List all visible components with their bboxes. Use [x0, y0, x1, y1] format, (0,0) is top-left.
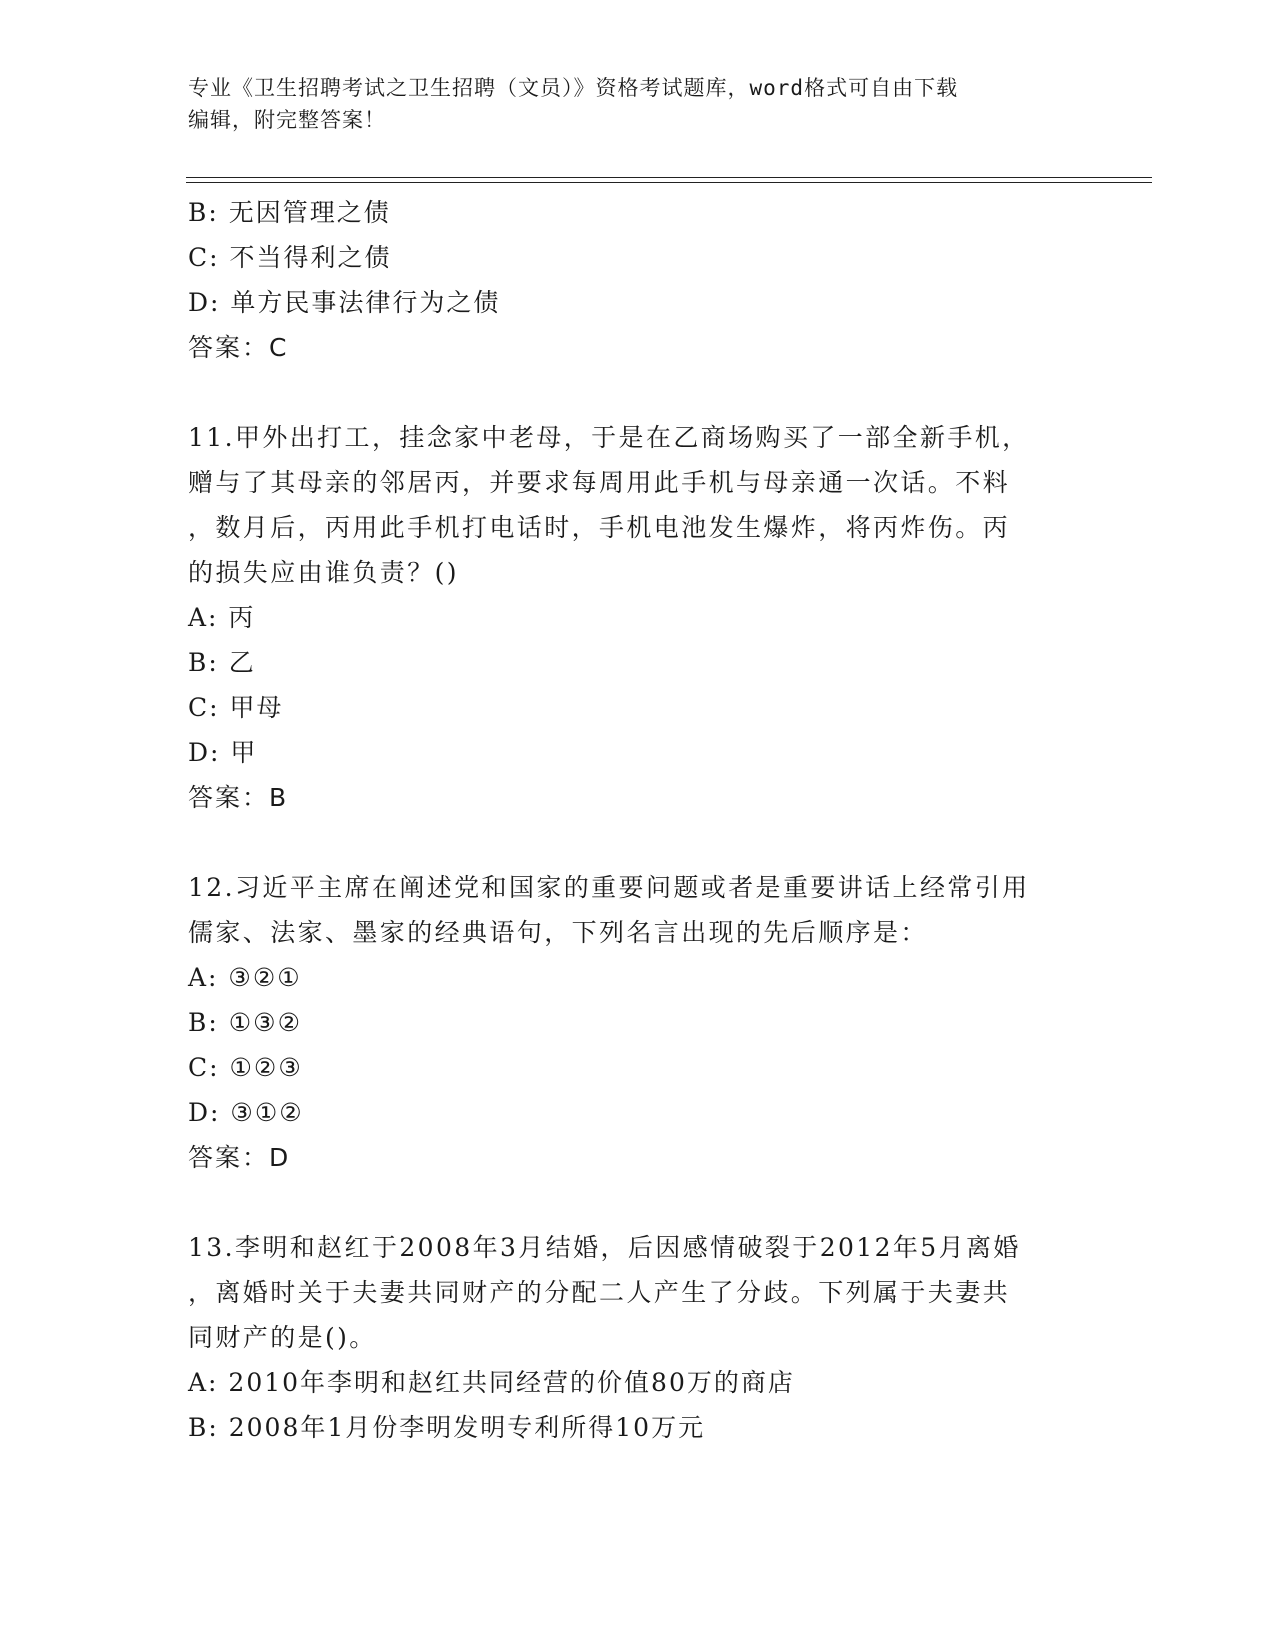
question-11-stem-line: ，数月后，丙用此手机打电话时，手机电池发生爆炸，将丙炸伤。丙 — [188, 513, 1011, 542]
question-13-stem-line: ，离婚时关于夫妻共同财产的分配二人产生了分歧。下列属于夫妻共 — [188, 1278, 1011, 1307]
option-d: D: ③①② — [188, 1098, 304, 1127]
answer-line: 答案：D — [188, 1143, 291, 1172]
option-b: B: 2008年1月份李明发明专利所得10万元 — [188, 1413, 706, 1442]
spacer — [188, 370, 1088, 415]
spacer — [188, 820, 1088, 865]
spacer — [188, 1180, 1088, 1225]
question-13-stem-line: 13.李明和赵红于2008年3月结婚，后因感情破裂于2012年5月离婚 — [188, 1233, 1021, 1262]
option-a: A: 丙 — [188, 603, 256, 632]
option-c: C: ①②③ — [188, 1053, 303, 1082]
answer-line: 答案：C — [188, 333, 289, 362]
option-b: B: 无因管理之债 — [188, 198, 391, 227]
option-c: C: 不当得利之债 — [188, 243, 392, 272]
question-12-stem-line: 12.习近平主席在阐述党和国家的重要问题或者是重要讲话上经常引用 — [188, 873, 1030, 902]
option-c: C: 甲母 — [188, 693, 284, 722]
prev-question-block — [188, 190, 1088, 370]
option-b: B: ①③② — [188, 1008, 302, 1037]
option-b: B: 乙 — [188, 648, 256, 677]
question-11-stem-line: 赠与了其母亲的邻居丙，并要求每周用此手机与母亲通一次话。不料 — [188, 468, 1011, 497]
question-11-stem-line: 的损失应由谁负责？() — [188, 558, 459, 587]
answer-line: 答案：B — [188, 783, 289, 812]
question-12-stem-line: 儒家、法家、墨家的经典语句，下列名言出现的先后顺序是： — [188, 918, 928, 947]
header-divider-top — [186, 177, 1152, 178]
question-content — [188, 190, 1088, 1450]
header-line-1: 专业《卫生招聘考试之卫生招聘（文员）》资格考试题库，word格式可自由下载 — [188, 76, 959, 100]
option-d: D: 单方民事法律行为之债 — [188, 288, 501, 317]
option-a: A: 2010年李明和赵红共同经营的价值80万的商店 — [188, 1368, 795, 1397]
option-d: D: 甲 — [188, 738, 258, 767]
question-13-stem-line: 同财产的是()。 — [188, 1323, 377, 1352]
document-header — [188, 72, 1088, 136]
option-a: A: ③②① — [188, 963, 302, 992]
question-11-block — [188, 415, 1088, 820]
question-13-block — [188, 1225, 1088, 1450]
header-line-2: 编辑，附完整答案！ — [188, 108, 386, 132]
header-divider-bottom — [186, 182, 1152, 183]
question-11-stem-line: 11.甲外出打工，挂念家中老母，于是在乙商场购买了一部全新手机， — [188, 423, 1030, 452]
question-12-block — [188, 865, 1088, 1180]
